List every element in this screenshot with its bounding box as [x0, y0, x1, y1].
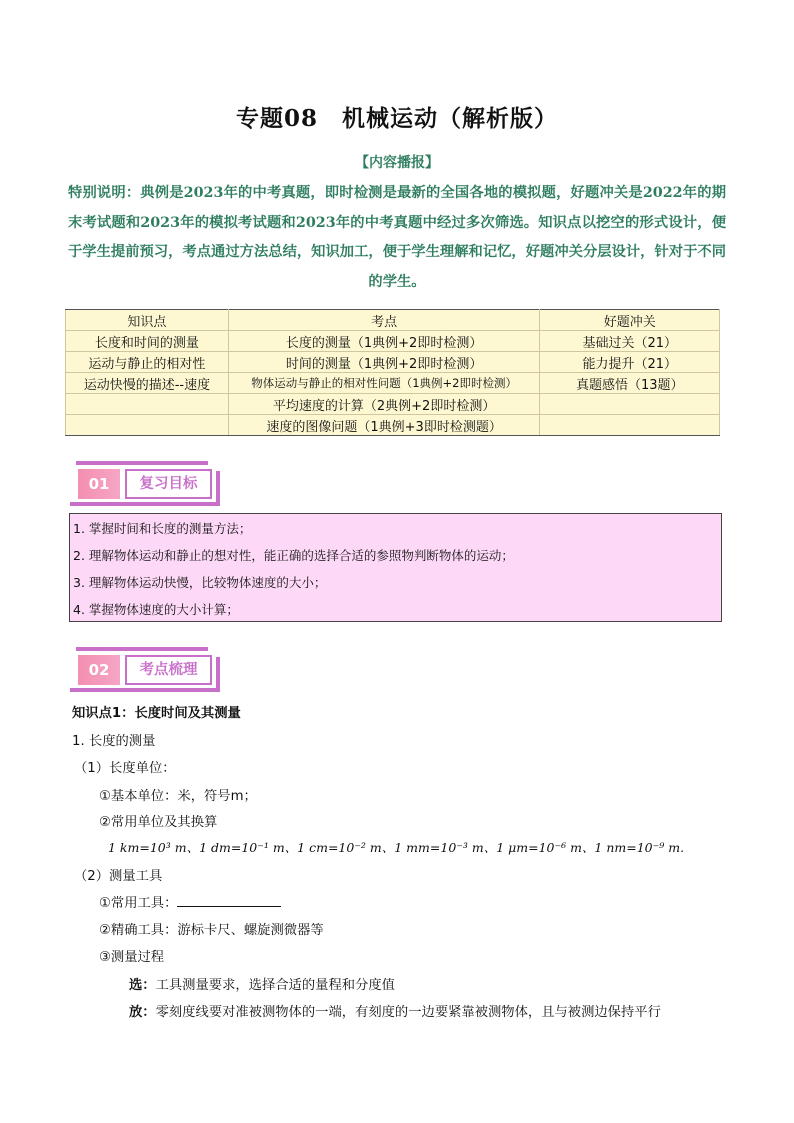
table-cell: [540, 394, 720, 415]
section-banner-key-points: [70, 647, 220, 693]
review-goals-box: [69, 513, 722, 622]
table-row: [66, 415, 720, 436]
overview-table: [65, 309, 720, 436]
table-row: [66, 373, 720, 394]
table-cell: 长度的测量（1典例+2即时检测）: [228, 331, 540, 352]
table-header: 考点: [228, 310, 540, 331]
table-cell: 能力提升（21）: [540, 352, 720, 373]
section-label: 复习目标: [125, 469, 212, 499]
table-header-row: [66, 310, 720, 331]
goal-item: 1. 掌握时间和长度的测量方法；: [73, 521, 252, 536]
fill-in-blank: [177, 894, 281, 907]
section-banner-review-goals: [70, 461, 220, 507]
content-line: （1）长度单位：: [74, 761, 176, 776]
section-number: 01: [78, 469, 120, 499]
table-cell: 运动快慢的描述--速度: [66, 373, 229, 394]
table-cell: [66, 394, 229, 415]
content-line: 1. 长度的测量: [72, 734, 156, 749]
table-row: [66, 394, 720, 415]
table-cell: 真题感悟（13题）: [540, 373, 720, 394]
content-line: [99, 892, 281, 911]
table-cell: 运动与静止的相对性: [66, 352, 229, 373]
content-line: [129, 1001, 661, 1020]
table-cell: 基础过关（21）: [540, 331, 720, 352]
step-text: 零刻度线要对准被测物体的一端，有刻度的一边要紧靠被测物体，且与被测边保持平行: [155, 1005, 661, 1020]
section-number: 02: [78, 655, 120, 685]
step-label: 选：: [129, 978, 156, 993]
content-line: ②精确工具：游标卡尺、螺旋测微器等: [99, 923, 324, 938]
table-header: 好题冲关: [540, 310, 720, 331]
goal-item: 2. 理解物体运动和静止的想对性，能正确的选择合适的参照物判断物体的运动；: [73, 548, 514, 563]
special-note: 特别说明：典例是2023年的中考真题，即时检测是最新的全国各地的模拟题，好题冲关是2022年的期末考试题和2023年的模拟考试题和2023年的中考真题中经过多次筛选。知识点以挖空的形式设计，便于学生提前预习，考点通过方法总结，知识加工，便于学生理解和记忆，好题冲关分层设计，针对于不同的学生。: [68, 185, 726, 290]
table-cell: [540, 415, 720, 436]
section-label: 考点梳理: [125, 655, 212, 685]
table-row: [66, 352, 720, 373]
unit-conversion-formula: 1 km=10³ m、1 dm=10⁻¹ m、1 cm=10⁻² m、1 mm=10⁻³ m、1 μm=10⁻⁶ m、1 nm=10⁻⁹ m.: [108, 840, 685, 855]
step-text: 工具测量要求，选择合适的量程和分度值: [155, 978, 395, 993]
content-text: ①常用工具：: [99, 896, 178, 911]
table-cell: 长度和时间的测量: [66, 331, 229, 352]
content-line: ②常用单位及其换算: [99, 815, 218, 830]
step-label: 放：: [129, 1005, 156, 1020]
table-cell: [66, 415, 229, 436]
goal-item: 4. 掌握物体速度的大小计算；: [73, 602, 239, 617]
content-line: （2）测量工具: [74, 869, 163, 884]
page-title: 专题08 机械运动（解析版）: [235, 105, 558, 132]
goal-item: 3. 理解物体运动快慢，比较物体速度的大小；: [73, 575, 327, 590]
table-cell: 物体运动与静止的相对性问题（1典例+2即时检测）: [228, 373, 540, 394]
content-line: ③测量过程: [99, 950, 165, 965]
table-cell: 平均速度的计算（2典例+2即时检测）: [228, 394, 540, 415]
table-cell: 时间的测量（1典例+2即时检测）: [228, 352, 540, 373]
knowledge-point-heading: 知识点1：长度时间及其测量: [72, 706, 241, 721]
table-row: [66, 331, 720, 352]
content-line: ①基本单位：米，符号m；: [99, 789, 257, 804]
bulletin-heading: 【内容播报】: [355, 155, 439, 171]
content-line: [129, 974, 395, 993]
table-header: 知识点: [66, 310, 229, 331]
table-cell: 速度的图像问题（1典例+3即时检测题）: [228, 415, 540, 436]
